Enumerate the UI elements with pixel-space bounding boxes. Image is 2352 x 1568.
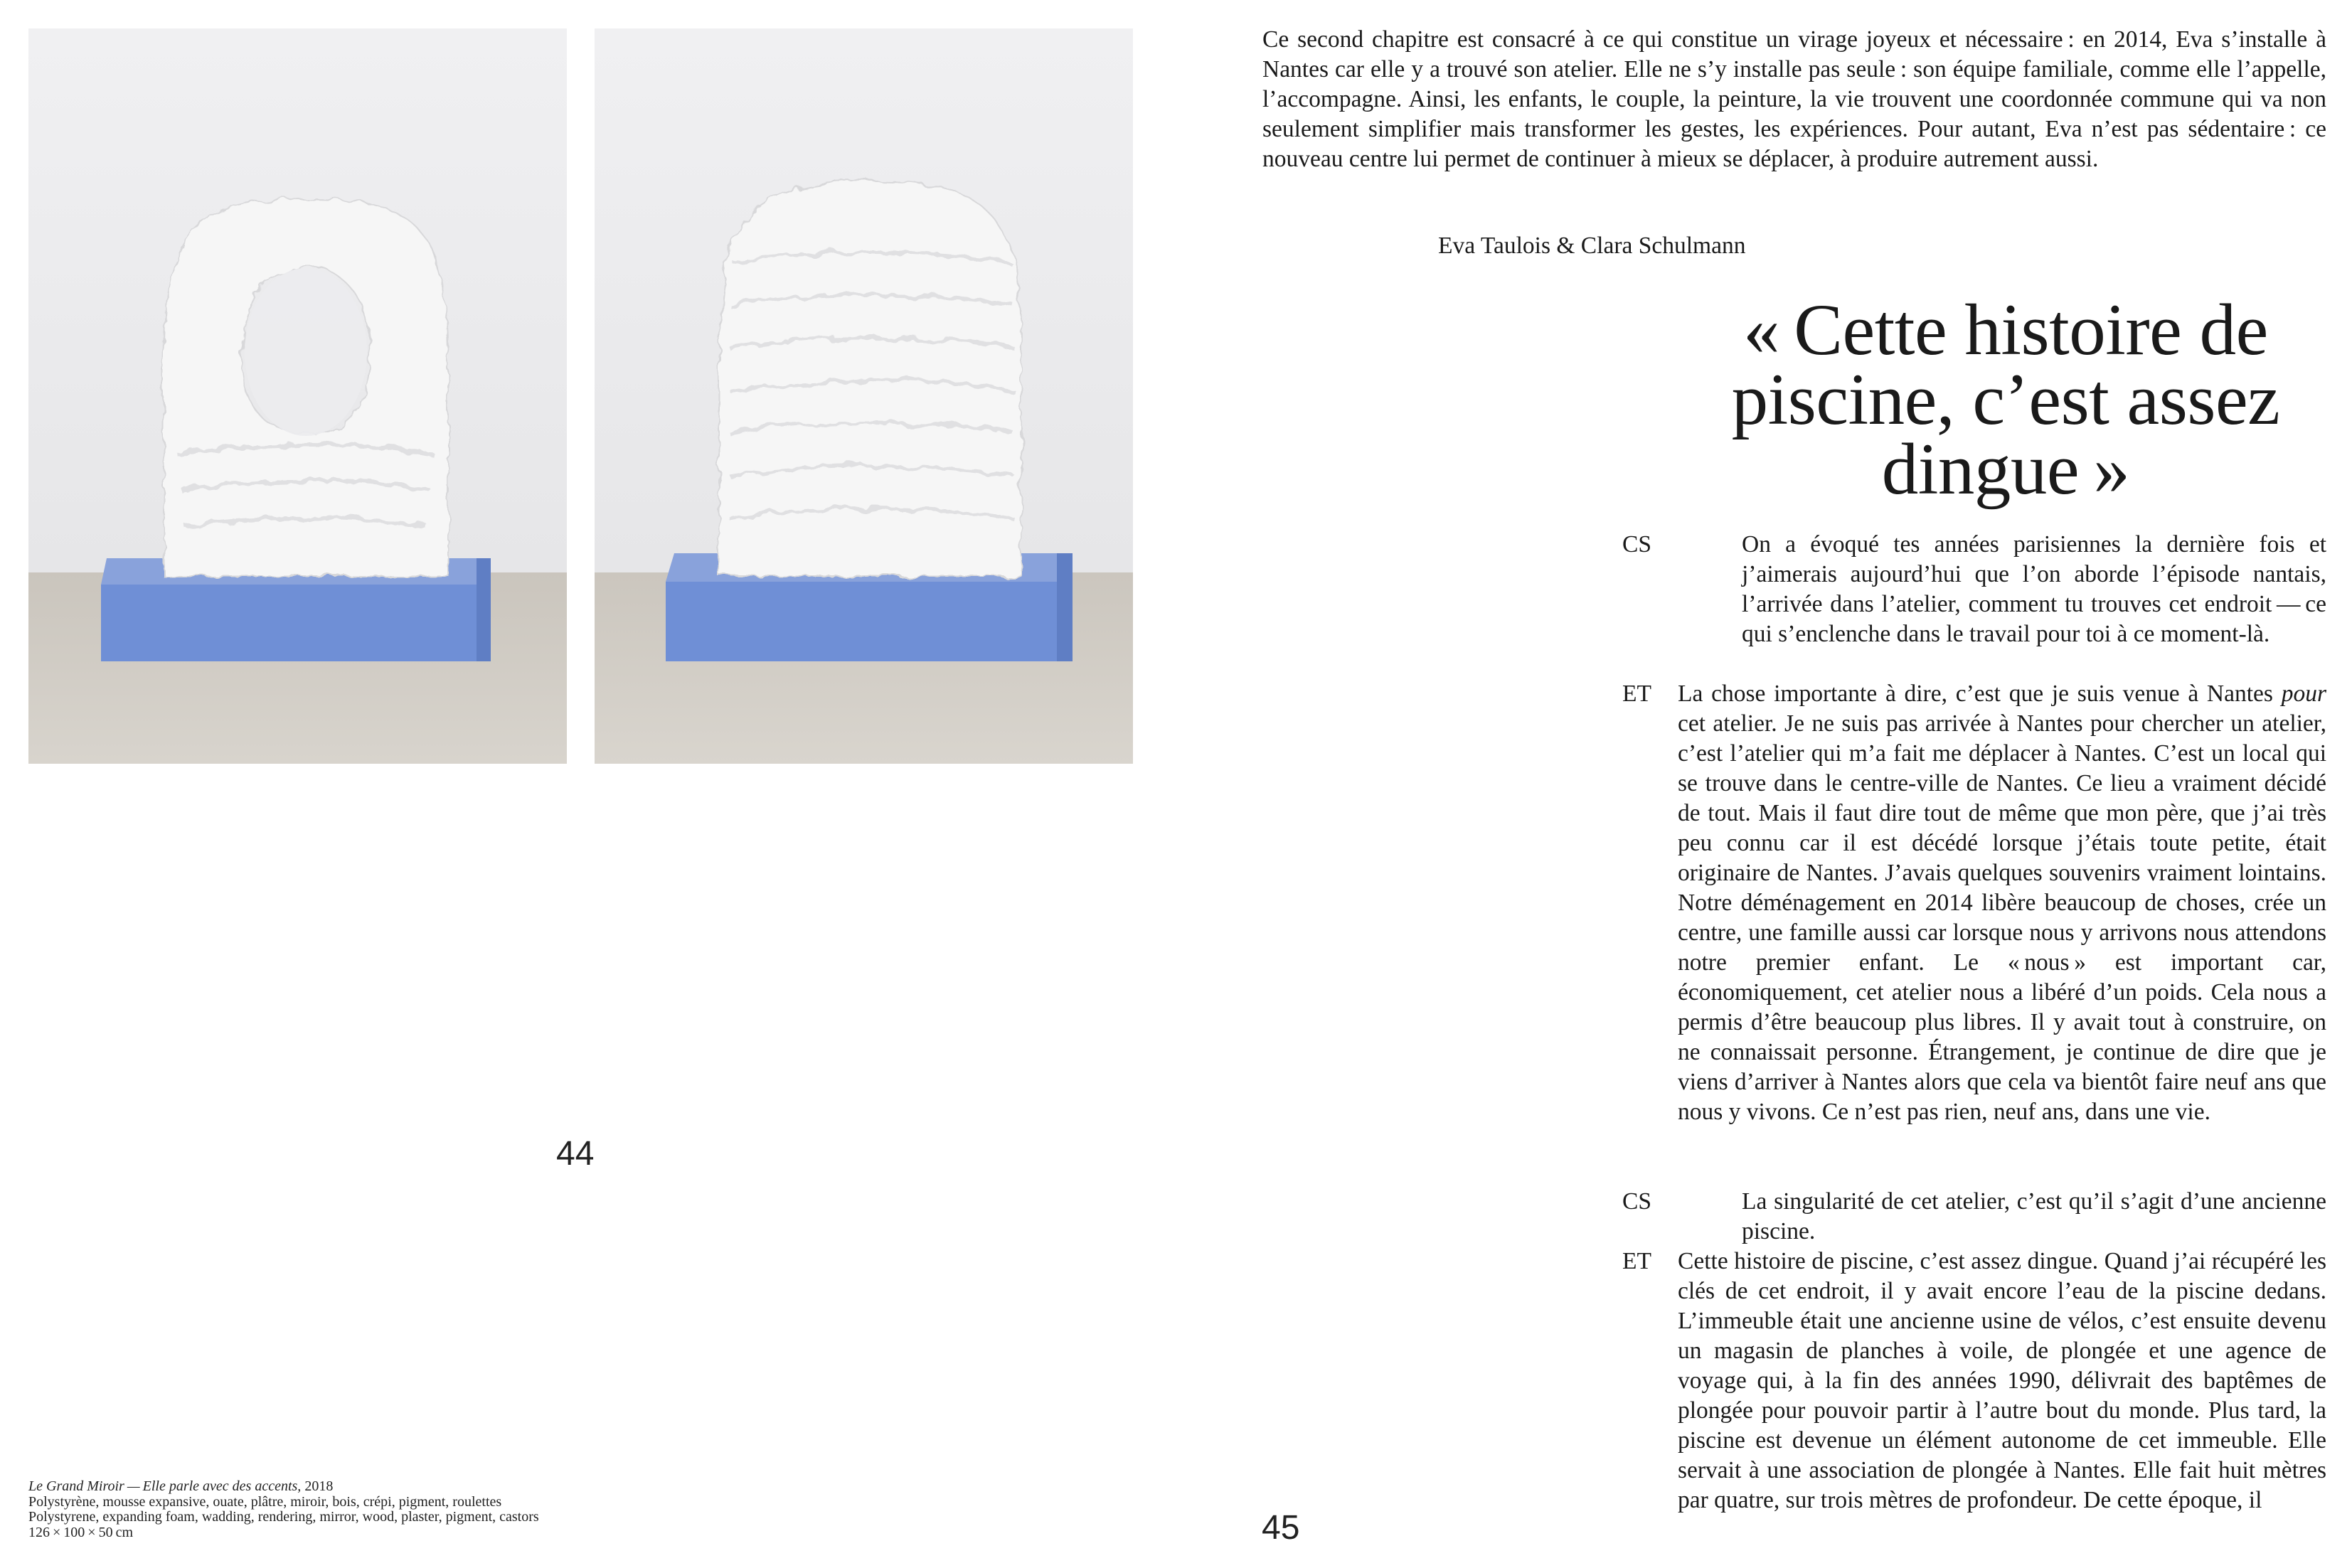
sculpture-photo-front [28,28,567,764]
chapter-title [1650,289,2352,510]
caption-title-line [28,1479,669,1495]
sculpture-front-image [28,28,567,764]
speaker-label: ET [1622,1248,1651,1274]
chapter-intro [1262,25,2326,174]
sculpture-back [719,181,1021,576]
photo-caption [28,1479,669,1540]
speaker-label: ET [1622,681,1651,707]
dialogue-text: On a évoqué tes années parisiennes la dernière fois et j’aimerais aujourd’hui que l’on aborde l’épisode nantais, l’arrivée dans l’atelier, comment tu trouves cet endroit — ce qui s’enclenche dans le travail pour toi à ce moment-là. [1742,531,2326,647]
caption-title: Le Grand Miroir — Elle parle avec des accents, [28,1478,302,1494]
caption-materials-fr: Polystyrène, mousse expansive, ouate, plâtre, miroir, bois, crépi, pigment, roulettes [28,1493,502,1510]
dialogue-text-part: cet atelier. Je ne suis pas arrivée à Nantes pour chercher un atelier, c’est l’atelier qui m’a fait me déplacer à Nantes. C’est un local qui se trouve dans le centre-ville de Nantes. Ce lieu a vraiment décidé de tout. Mais il faut dire tout de même que mon père, que j’ai très peu connu car il est décédé lorsque j’étais toute petite, était originaire de Nantes. J’avais quelques souvenirs vraiment lointains. Notre déménagement en 2014 libère beaucoup de choses, crée un centre, une famille aussi car lorsque nous y arrivons nous attendons notre premier enfant. Le « nous » est important car, économiquement, cet atelier nous a libéré d’un poids. Cela nous a permis d’être beaucoup plus libres. Il y avait tout à construire, on ne connaissait personne. Étrangement, je continue de dire que je viens d’arriver à Nantes alors que cela va bientôt faire neuf ans que nous y vivons. Ce n’est pas rien, neuf ans, dans une vie. [1678,710,2326,1125]
authors-line: Eva Taulois & Clara Schulmann [1438,233,1746,259]
dialogue-entry [1622,1247,2326,1515]
title-line-2: piscine, c’est assez [1731,359,2280,440]
page-number-left: 44 [556,1135,595,1173]
caption-year: 2018 [301,1478,334,1494]
speaker-label: CS [1622,1188,1651,1215]
plinth-back [666,582,1057,661]
dialogue-emphasis: pour [2281,681,2326,707]
title-line-3: dingue » [1881,429,2130,510]
sculpture-back-image [595,28,1133,764]
dialogue-text [1678,679,2326,1127]
dialogue-text: Cette histoire de piscine, c’est assez dingue. Quand j’ai récupéré les clés de cet endroit, il y avait encore l’eau de la piscine dedans. L’immeuble était une ancienne usine de vélos, c’est ensuite devenu un magasin de planches à voile, de plongée et une agence de voyage qui, à la fin des années 1990, délivrait des baptêmes de plongée pour pouvoir partir à l’autre bout du monde. Plus tard, la piscine est devenue un élément autonome de cet immeuble. Elle servait à une association de plongée à Nantes. Elle fait huit mètres par quatre, sur trois mètres de profondeur. De cette époque, il [1678,1248,2326,1513]
dialogue-text-part: La chose importante à dire, c’est que je suis venue à Nantes [1678,681,2282,707]
dialogue-text: La singularité de cet atelier, c’est qu’il s’agit d’une ancienne piscine. [1742,1188,2326,1244]
dialogue-entry [1622,679,2326,1127]
page-number-right: 45 [1262,1509,1300,1547]
dialogue-entry [1622,1187,2326,1247]
plinth [101,585,477,661]
caption-materials-en: Polystyrene, expanding foam, wadding, rendering, mirror, wood, plaster, pigment, castors [28,1509,539,1525]
title-line-1: « Cette histoire de [1743,289,2268,370]
sculpture-photo-back [595,28,1133,764]
dialogue-entry [1622,530,2326,649]
intro-paragraph: Ce second chapitre est consacré à ce qui constitue un virage joyeux et nécessaire : en 2014, Eva s’installe à Nantes car elle y a trouvé son atelier. Elle ne s’y installe pas seule : son équipe familiale, comme elle l’appelle, l’accompagne. Ainsi, les enfants, le couple, la peinture, la vie trouvent une coordonnée commune qui va non seulement simplifier mais transformer les gestes, les expériences. Pour autant, Eva n’est pas sédentaire : ce nouveau centre lui permet de continuer à mieux se déplacer, à produire autrement aussi. [1262,26,2326,172]
speaker-label: CS [1622,531,1651,558]
caption-dimensions: 126 × 100 × 50 cm [28,1524,134,1540]
